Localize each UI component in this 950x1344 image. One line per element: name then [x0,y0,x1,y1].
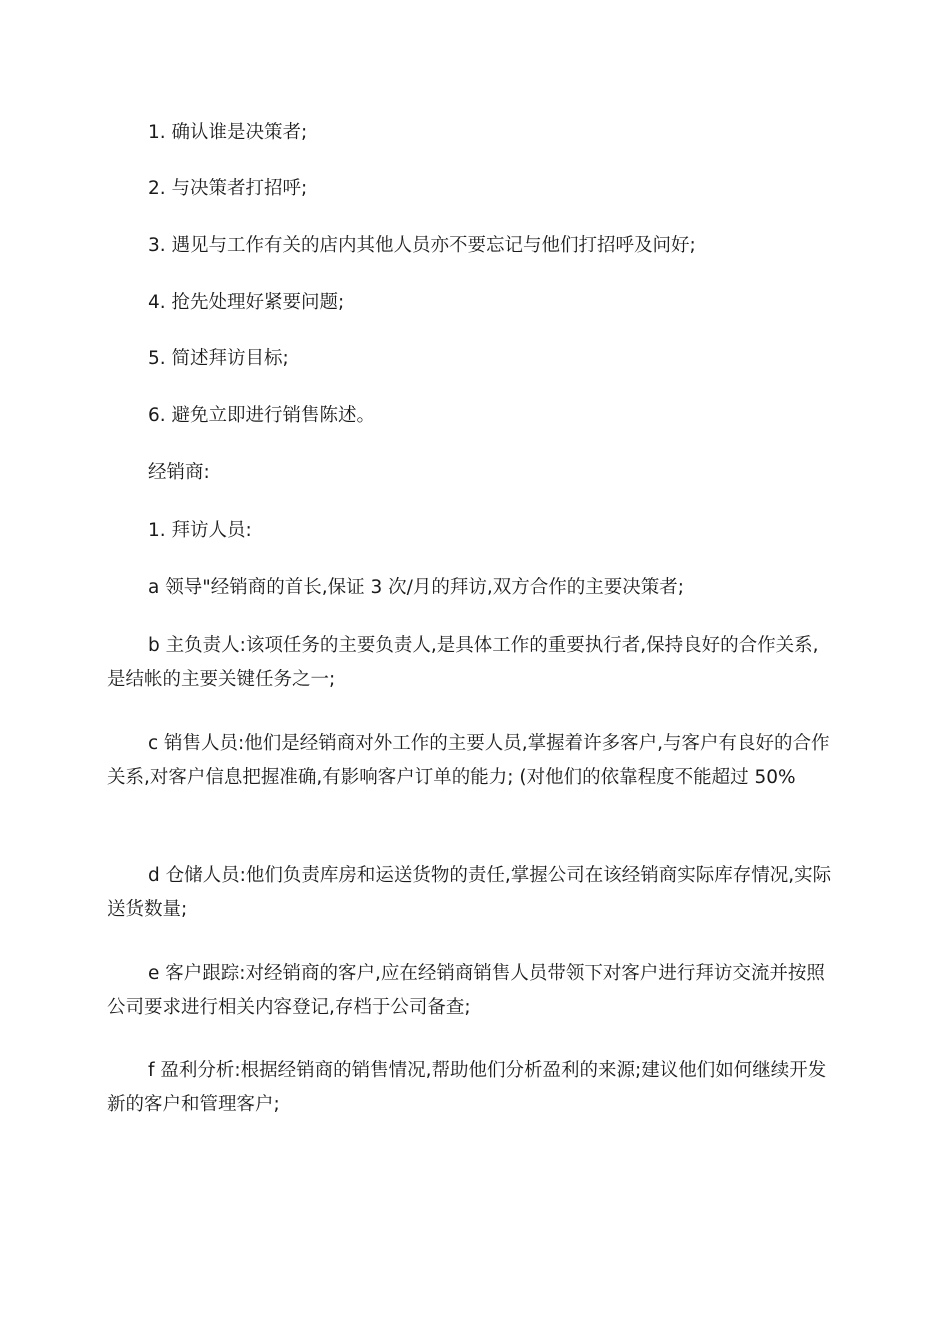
role-paragraph-c: c 销售人员:他们是经销商对外工作的主要人员,掌握着许多客户,与客户有良好的合作关系,对客户信息把握准确,有影响客户订单的能力; (对他们的依靠程度不能超过 50% [107,733,830,788]
list-item-2: 2. 与决策者打招呼; [148,178,308,199]
list-item-6: 6. 避免立即进行销售陈述。 [148,405,376,426]
list-item-1: 1. 确认谁是决策者; [148,122,308,143]
role-paragraph-e: e 客户跟踪:对经销商的客户,应在经销商销售人员带领下对客户进行拜访交流并按照公司要求进行相关内容登记,存档于公司备查; [107,963,825,1018]
role-paragraph-f: f 盈利分析:根据经销商的销售情况,帮助他们分析盈利的来源;建议他们如何继续开发新的客户和管理客户; [107,1060,827,1115]
role-paragraph-a: a 领导"经销商的首长,保证 3 次/月的拜访,双方合作的主要决策者; [148,577,684,598]
list-item-3: 3. 遇见与工作有关的店内其他人员亦不要忘记与他们打招呼及问好; [148,235,696,256]
list-item-4: 4. 抢先处理好紧要问题; [148,292,345,313]
section-heading: 经销商: [148,462,210,483]
sub-heading: 1. 拜访人员: [148,520,252,541]
role-paragraph-b: b 主负责人:该项任务的主要负责人,是具体工作的重要执行者,保持良好的合作关系,是结帐的主要关键任务之一; [107,635,819,690]
role-paragraph-d: d 仓储人员:他们负责库房和运送货物的责任,掌握公司在该经销商实际库存情况,实际送货数量; [107,865,832,920]
list-item-5: 5. 简述拜访目标; [148,348,289,369]
